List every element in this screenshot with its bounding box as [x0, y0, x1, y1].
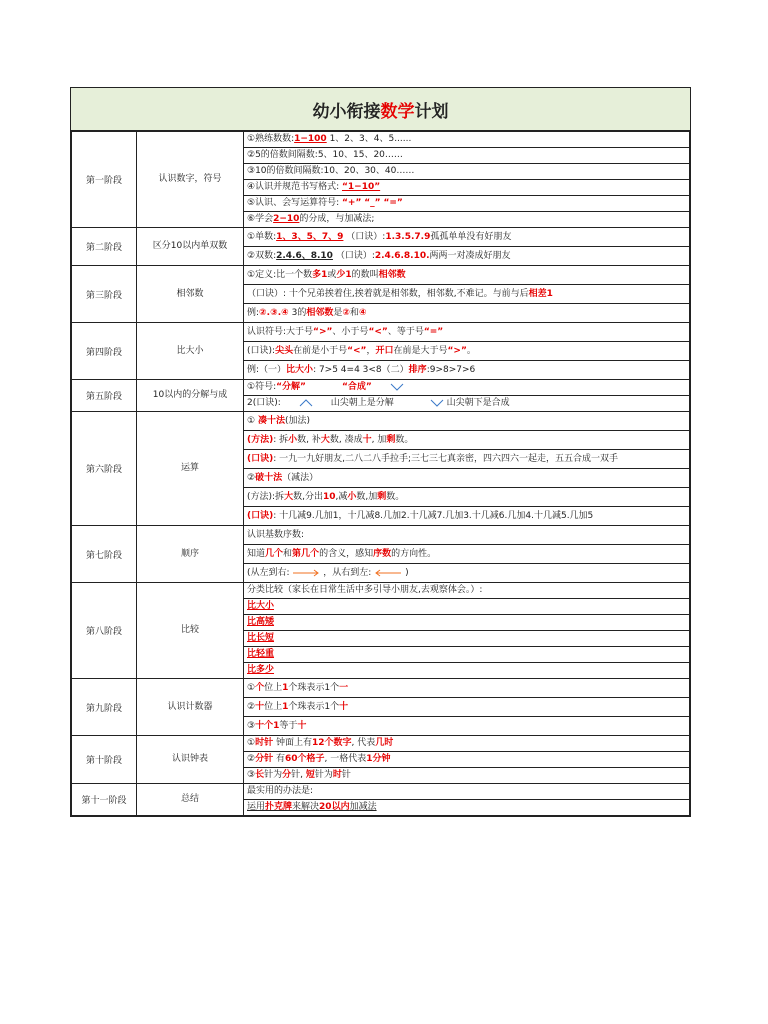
content-line: 比长短: [244, 631, 690, 647]
stage-name: 第六阶段: [72, 412, 137, 526]
stage-name: 第十阶段: [72, 736, 137, 784]
stage-topic: 顺序: [137, 526, 244, 583]
stage-topic: 区分10以内单双数: [137, 228, 244, 266]
content-line: ③长针为分针, 短针为时针: [244, 768, 690, 784]
table-row: [72, 583, 690, 599]
plan-table: [71, 131, 690, 816]
content-line: ①个位上1个珠表示1个一: [244, 679, 690, 698]
content-line: (方法): 拆小数, 补大数, 凑成十, 加剩数。: [244, 431, 690, 450]
stage-name: 第五阶段: [72, 380, 137, 412]
stage-name: 第八阶段: [72, 583, 137, 679]
content-line: ①符号:“分解” “合成”: [244, 380, 690, 396]
content-line: ②分针 有60个格子, 一格代表1分钟: [244, 752, 690, 768]
content-line: 认识符号:大于号“>”、小于号“<”、等于号“=”: [244, 323, 690, 342]
content-line: ①时针 钟面上有12个数字, 代表几时: [244, 736, 690, 752]
stage-name: 第二阶段: [72, 228, 137, 266]
content-line: ②十位上1个珠表示1个十: [244, 698, 690, 717]
content-line: (从左到右: ，从右到左: ): [244, 564, 690, 583]
stage-topic: 相邻数: [137, 266, 244, 323]
table-row: [72, 784, 690, 800]
content-line: ②破十法（减法）: [244, 469, 690, 488]
title-highlight: 数学: [380, 101, 415, 122]
content-line: 分类比较（家长在日常生活中多引导小朋友,去观察体会。）:: [244, 583, 690, 599]
content-line: ①单数:1、3、5、7、9 （口诀）:1.3.5.7.9孤孤单单没有好朋友: [244, 228, 690, 247]
stage-name: 第四阶段: [72, 323, 137, 380]
content-line: (方法):拆大数,分出10,减小数,加剩数。: [244, 488, 690, 507]
plan-sheet: [70, 87, 691, 817]
content-line: ① 凑十法(加法): [244, 412, 690, 431]
page-title: [71, 88, 690, 131]
stage-topic: 认识数字，符号: [137, 132, 244, 228]
table-row: [72, 412, 690, 431]
stage-topic: 10以内的分解与成: [137, 380, 244, 412]
content-line: 最实用的办法是:: [244, 784, 690, 800]
content-line: ⑥学会2−10的分成，与加减法;: [244, 212, 690, 228]
chevron-down-icon: [430, 399, 444, 407]
arrow-right-icon: [292, 569, 320, 577]
content-line: 认识基数序数:: [244, 526, 690, 545]
content-line: ④认识并规范书写格式: “1−10”: [244, 180, 690, 196]
stage-topic: 比较: [137, 583, 244, 679]
content-line: 例:（一）比大小: 7>5 4=4 3<8（二）排序:9>8>7>6: [244, 361, 690, 380]
content-line: ③10的倍数间隔数:10、20、30、40……: [244, 164, 690, 180]
content-line: (口诀): 十几减9.几加1，十几减8.几加2.十几减7.几加3.十几减6.几加4.十几减5.几加5: [244, 507, 690, 526]
stage-name: 第七阶段: [72, 526, 137, 583]
content-line: ①定义:比一个数多1或少1的数叫相邻数: [244, 266, 690, 285]
content-line: (口诀): 一九一九好朋友,二八二八手拉手;三七三七真亲密，四六四六一起走，五五合成一双手: [244, 450, 690, 469]
content-line: 比高矮: [244, 615, 690, 631]
content-line: 比轻重: [244, 647, 690, 663]
chevron-down-icon: [390, 383, 404, 391]
stage-topic: 比大小: [137, 323, 244, 380]
stage-topic: 运算: [137, 412, 244, 526]
table-row: [72, 228, 690, 247]
content-line: (口诀):尖头在前是小于号“<”，开口在前是大于号“>”。: [244, 342, 690, 361]
stage-topic: 认识钟表: [137, 736, 244, 784]
content-line: 比多少: [244, 663, 690, 679]
content-line: ⑤认识、会写运算符号: “+” “_” “=”: [244, 196, 690, 212]
table-row: [72, 266, 690, 285]
content-line: ①熟练数数:1−100 1、2、3、4、5......: [244, 132, 690, 148]
content-line: 2(口诀): 山尖朝上是分解 山尖朝下是合成: [244, 396, 690, 412]
content-line: ②双数:2.4.6、8.10 （口诀）:2.4.6.8.10.两两一对凑成好朋友: [244, 247, 690, 266]
table-row: [72, 736, 690, 752]
content-line: 知道几个和第几个的含义，感知序数的方向性。: [244, 545, 690, 564]
chevron-up-icon: [299, 399, 313, 407]
table-row: [72, 526, 690, 545]
title-suffix: 计划: [414, 101, 449, 122]
content-line: （口诀）: 十个兄弟挨着住,挨着就是相邻数，相邻数,不难记。与前与后相差1: [244, 285, 690, 304]
table-row: [72, 323, 690, 342]
content-line: ②5的倍数间隔数:5、10、15、20……: [244, 148, 690, 164]
table-row: [72, 679, 690, 698]
content-line: ③十个1等于十: [244, 717, 690, 736]
content-line: 比大小: [244, 599, 690, 615]
arrow-left-icon: [374, 569, 402, 577]
stage-name: 第九阶段: [72, 679, 137, 736]
stage-topic: 认识计数器: [137, 679, 244, 736]
content-line: 运用扑克牌来解决20以内加减法: [244, 800, 690, 816]
table-row: [72, 380, 690, 396]
stage-name: 第十一阶段: [72, 784, 137, 816]
title-prefix: 幼小衔接: [312, 101, 381, 122]
table-row: [72, 132, 690, 148]
stage-name: 第三阶段: [72, 266, 137, 323]
stage-name: 第一阶段: [72, 132, 137, 228]
stage-topic: 总结: [137, 784, 244, 816]
content-line: 例:②.③.④ 3的相邻数是②和④: [244, 304, 690, 323]
